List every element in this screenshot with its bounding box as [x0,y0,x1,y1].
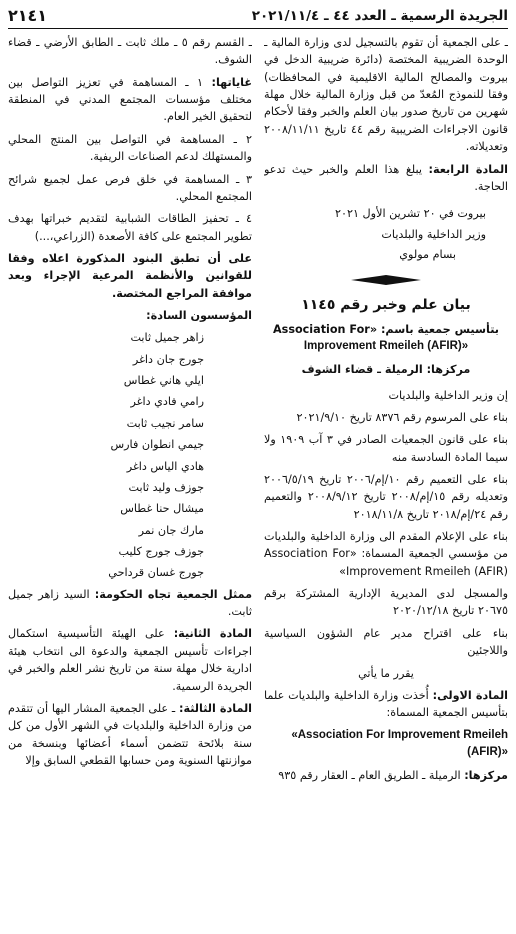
gov-rep-text: السيد زاهر جميل ثابت. [8,587,252,619]
founders-list [8,329,252,581]
decision-subtitle: بتأسيس جمعية باسم: «Association For [273,323,499,336]
article-4-text: يبلغ هذا العلم والخبر حيث تدعو الحاجة. [264,162,508,193]
page-number: ٢١٤١ [8,5,48,25]
founder-name: جيمي انطوان فارس [110,438,204,452]
goals-label: غاياتها: [211,75,252,89]
minister-name: بسام مولوي [399,247,456,261]
gov-rep-label: ممثل الجمعية تجاه الحكومة: [94,587,252,601]
article-3 [8,700,252,769]
recital-6: بناء على اقتراح مدير عام الشؤون السياسية واللاجئين [264,626,508,658]
article-2 [8,625,252,694]
founders-label: المؤسسون السادة: [146,309,252,323]
goal-1-text: ١ ـ المساهمة في تعزيز التواصل بين مختلف مؤسسات المجتمع المدني في المنطقة لتحقيق الخير العام. [8,75,252,124]
compliance-clause: على أن تطبق البنود المذكورة اعلاه وفقا للقوانين والأنظمة المرعية الإجراء وبعد موافقة المراجع المختصة. [8,251,252,300]
right-column [264,34,508,934]
article-4-label: المادة الرابعة: [428,162,508,176]
goal-3: ٣ ـ المساهمة في خلق فرص عمل لجميع شرائح المجتمع المحلي. [8,172,252,203]
article-4 [264,161,508,196]
founder-name: مارك جان نمر [138,523,204,537]
decision-title: بيان علم وخبر رقم ١١٤٥ [301,297,471,314]
recital-4: بناء على الإعلام المقدم الى وزارة الداخلية والبلديات من مؤسسي الجمعية المسماة: «Association For Improvement Rmeileh (AFIR)» [264,530,508,578]
article-1-label: المادة الاولى: [432,688,508,702]
hq-label: مركزها: [464,769,508,783]
section-divider-ornament [264,275,508,285]
left-column [8,34,252,934]
article-1 [264,687,508,722]
recital-5: والمسجل لدى المديرية الإدارية المشتركة برقم ٢٠٦٧٥ تاريخ ٢٠٢٠/١٢/١٨ [264,587,508,618]
place-date: بيروت في ٢٠ تشرين الأول ٢٠٢١ [334,207,486,221]
founder-name: ايلي هاني غطاس [123,374,204,388]
article-1-association-name: «Association For Improvement Rmeileh (AFIR)» [291,728,508,759]
hq-continued: ـ القسم رقم ٥ ـ ملك ثابت ـ الطابق الأرضي ـ قضاء الشوف. [8,36,252,67]
founder-name: جوزف جورج كليب [118,544,204,558]
recital-1: بناء على المرسوم رقم ٨٣٧٦ تاريخ ٢٠٢١/٩/١٠ [296,410,508,424]
minister-title: وزير الداخلية والبلديات [381,227,486,241]
association-hq [264,767,508,784]
decision-hq: مركزها: الرميلة ـ قضاء الشوف [301,363,471,377]
founder-name: جورج جان داغر [132,352,204,366]
goal-2: ٢ ـ المساهمة في التواصل بين المنتج المحلي والمستهلك لدعم الصناعات الريفية. [8,132,252,164]
founder-name: رامي فادي داغر [130,395,204,409]
government-representative [8,586,252,621]
article-2-label: المادة الثانية: [173,627,252,641]
goal-4: ٤ ـ تحفيز الطاقات الشبابية لتقديم خبراتها بهدف تطوير المجتمع على كافة الأصعدة (الزراعي،...) [8,212,252,243]
page-header [8,4,508,29]
founder-name: ميشال حنا غطاس [120,502,204,516]
gazette-issue: الجريدة الرسمية ـ العدد ٤٤ ـ ٢٠٢١/١١/٤ [251,7,508,24]
decision-association-name: Improvement Rmeileh (AFIR)» [303,340,469,353]
article-1-text: أُخذت وزارة الداخلية والبلديات علما بتأسيس الجمعية المسماة: [264,688,508,720]
article-2-text: على الهيئة التأسيسية استكمال اجراءات تأسيس الجمعية والدعوة الى انتخاب هيئة ادارية خلال مهلة سنة من تاريخ نشر العلم والخبر في الجريدة الرسمية. [8,627,252,693]
recital-3: بناء على التعميم رقم ١٠/إم/٢٠٠٦ تاريخ ٢٠٠٦/٥/١٩ وتعديله رقم ١٥/إم/٢٠٠٨ تاريخ ٢٠٠٨/٩/١٢ والتعميم رقم ٢٤/إم/٢٠١٨ تاريخ ٢٠١٨/١١/٨ [264,472,508,521]
tax-registration-paragraph: ـ على الجمعية أن تقوم بالتسجيل لدى وزارة المالية ـ الوحدة الضريبية المختصة (دائرة ضريبية الدخل في بيروت والمصالح المالية الاقليمية في المحافظات) وفقا للنموذج المُعدّ من قبل وزارة المالية خلال مهلة شهرين من تاريخ صدور بيان العلم والخبر وفقا لأحكام قانون الاجراءات الضريبية رقم ٤٤ تاريخ ٢٠٠٨/١١/١١ وتعديلاته. [264,36,508,154]
goal-1 [8,74,252,126]
recital-2: بناء على قانون الجمعيات الصادر في ٣ آب ١٩٠٩ ولا سيما المادة السادسة منه [264,433,508,464]
article-3-text: ـ على الجمعية المشار اليها أن تتقدم من وزارة الداخلية والبلديات في الشهر الأول من كل سنة بلائحة تتضمن أسماء أعضائها وبنسخة من موازنتها السنوية ومن حسابها القطعي السابق وإلا [8,701,252,767]
article-3-label: المادة الثالثة: [178,701,252,715]
hq-text: الرميلة ـ الطريق العام ـ العقار رقم ٩٣٥ [278,769,465,783]
minister-intro: إن وزير الداخلية والبلديات [388,388,508,402]
decides-heading: يقرر ما يأتي [358,666,414,680]
founder-name: زاهر جميل ثابت [130,331,204,345]
founder-name: جوزف وليد ثابت [128,480,204,494]
founder-name: جورج غسان قرداحي [108,566,204,580]
founder-name: هادي الياس داغر [126,459,204,473]
founder-name: سامر نجيب ثابت [126,416,204,430]
